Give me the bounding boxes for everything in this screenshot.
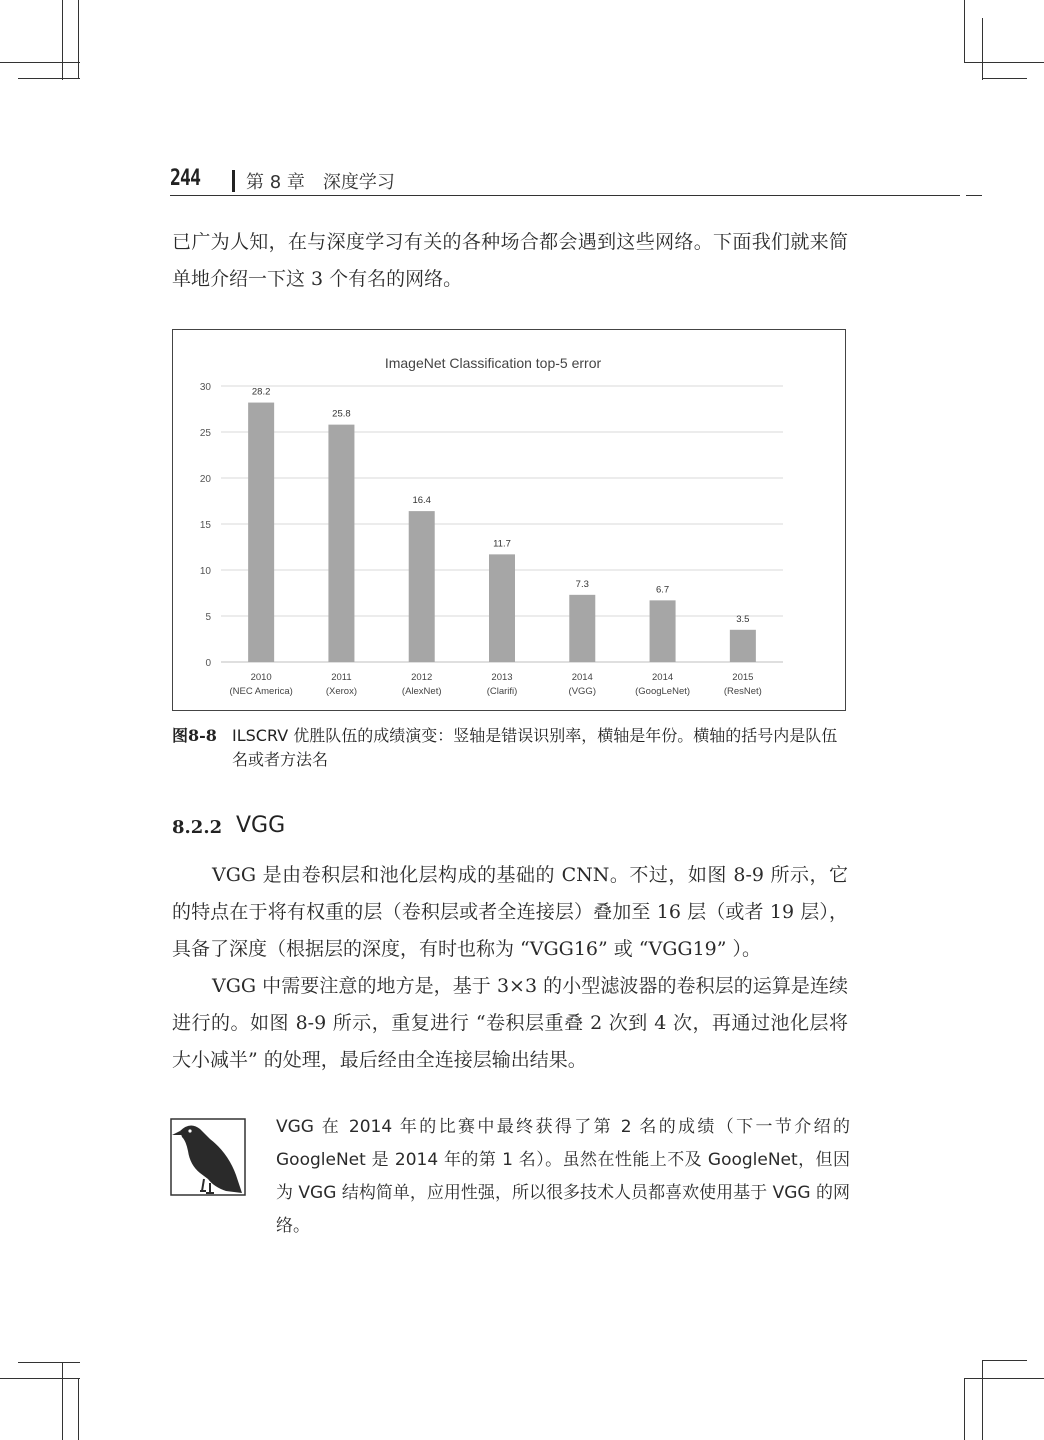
x-tick-sublabel: (AlexNet) — [401, 686, 442, 697]
bar — [409, 511, 435, 662]
y-tick-label: 20 — [199, 474, 211, 485]
bar-value-label: 3.5 — [736, 613, 750, 625]
chapter-title: 第 8 章 深度学习 — [246, 172, 395, 193]
page-number: 244 — [170, 166, 201, 191]
x-tick-sublabel: (Xerox) — [325, 686, 358, 697]
crop-mark — [18, 1362, 80, 1363]
crop-mark — [982, 78, 1027, 79]
bar — [489, 554, 515, 662]
bar-chart — [173, 330, 847, 712]
y-tick-label: 10 — [199, 566, 211, 577]
y-tick-label: 0 — [205, 658, 211, 669]
crow-icon — [170, 1117, 248, 1199]
crop-mark — [964, 0, 965, 62]
bar-value-label: 7.3 — [575, 578, 589, 590]
x-tick-label: 2010 — [250, 672, 272, 683]
y-tick-label: 15 — [199, 520, 211, 531]
bar-value-label: 11.7 — [493, 538, 511, 550]
header-divider — [232, 170, 235, 192]
figure-chart — [172, 329, 846, 711]
crop-mark — [982, 18, 983, 80]
bar — [328, 425, 354, 662]
y-tick-label: 5 — [205, 612, 211, 623]
vgg-paragraph-1: VGG 是由卷积层和池化层构成的基础的 CNN。不过，如图 8-9 所示，它的特点在于将有权重的层（卷积层或者全连接层）叠加至 16 层（或者 19 层），具备了深度（根据层的深度，有时也称为 “VGG16” 或 “VGG19” ）。 — [172, 864, 848, 960]
x-tick-label: 2011 — [331, 672, 352, 683]
vgg-paragraph-2: VGG 中需要注意的地方是，基于 3×3 的小型滤波器的卷积层的运算是连续进行的。如图 8-9 所示，重复进行 “卷积层重叠 2 次到 4 次，再通过池化层将大小减半” 的处理，最后经由全连接层输出结果。 — [172, 975, 848, 1071]
y-tick-label: 30 — [199, 382, 211, 393]
header-rule — [966, 195, 982, 196]
bar-value-label: 16.4 — [412, 495, 431, 507]
intro-paragraph: 已广为人知，在与深度学习有关的各种场合都会遇到这些网络。下面我们就来简单地介绍一下这 3 个有名的网络。 — [172, 231, 848, 290]
x-tick-sublabel: (ResNet) — [723, 686, 762, 697]
bar-value-label: 28.2 — [251, 386, 271, 398]
bar — [248, 403, 274, 662]
x-tick-sublabel: (NEC America) — [229, 686, 293, 697]
section-title: VGG — [236, 813, 286, 838]
figure-label: 图8-8 — [172, 726, 217, 745]
x-tick-sublabel: (GoogLeNet) — [635, 686, 691, 697]
bar — [730, 630, 756, 662]
figure-caption-text: ILSCRV 优胜队伍的成绩演变：竖轴是错误识别率，横轴是年份。横轴的括号内是队伍名或者方法名 — [232, 726, 838, 769]
x-tick-label: 2014 — [571, 672, 593, 683]
crop-mark — [18, 78, 80, 79]
x-tick-label: 2015 — [732, 672, 754, 683]
crop-mark — [982, 1360, 1027, 1361]
x-tick-label: 2013 — [491, 672, 513, 683]
crop-mark — [62, 0, 63, 80]
bar-value-label: 6.7 — [655, 584, 670, 596]
crop-mark — [0, 62, 80, 63]
crop-mark — [78, 0, 79, 78]
crop-mark — [78, 1378, 79, 1440]
crop-mark — [964, 1378, 1044, 1379]
header-rule — [170, 195, 960, 196]
x-tick-sublabel: (Clarifi) — [486, 686, 518, 697]
chart-title: ImageNet Classification top-5 error — [384, 355, 602, 371]
bar — [569, 595, 595, 662]
crop-mark — [0, 1378, 80, 1379]
note-text: VGG 在 2014 年的比赛中最终获得了第 2 名的成绩（下一节介绍的 GoogleNet 是 2014 年的第 1 名）。虽然在性能上不及 GoogleNet，但因为 VGG 结构简单，应用性强，所以很多技术人员都喜欢使用基于 VGG 的网络。 — [276, 1117, 850, 1236]
y-tick-label: 25 — [199, 428, 211, 439]
crop-mark — [62, 1362, 63, 1440]
x-tick-label: 2014 — [652, 672, 674, 683]
crop-mark — [982, 1360, 983, 1440]
bar — [650, 600, 676, 662]
bar-value-label: 25.8 — [332, 408, 351, 420]
crop-mark — [964, 62, 1044, 63]
x-tick-sublabel: (VGG) — [568, 686, 597, 697]
section-number: 8.2.2 — [172, 817, 223, 838]
crop-mark — [964, 1378, 965, 1440]
x-tick-label: 2012 — [411, 672, 433, 683]
